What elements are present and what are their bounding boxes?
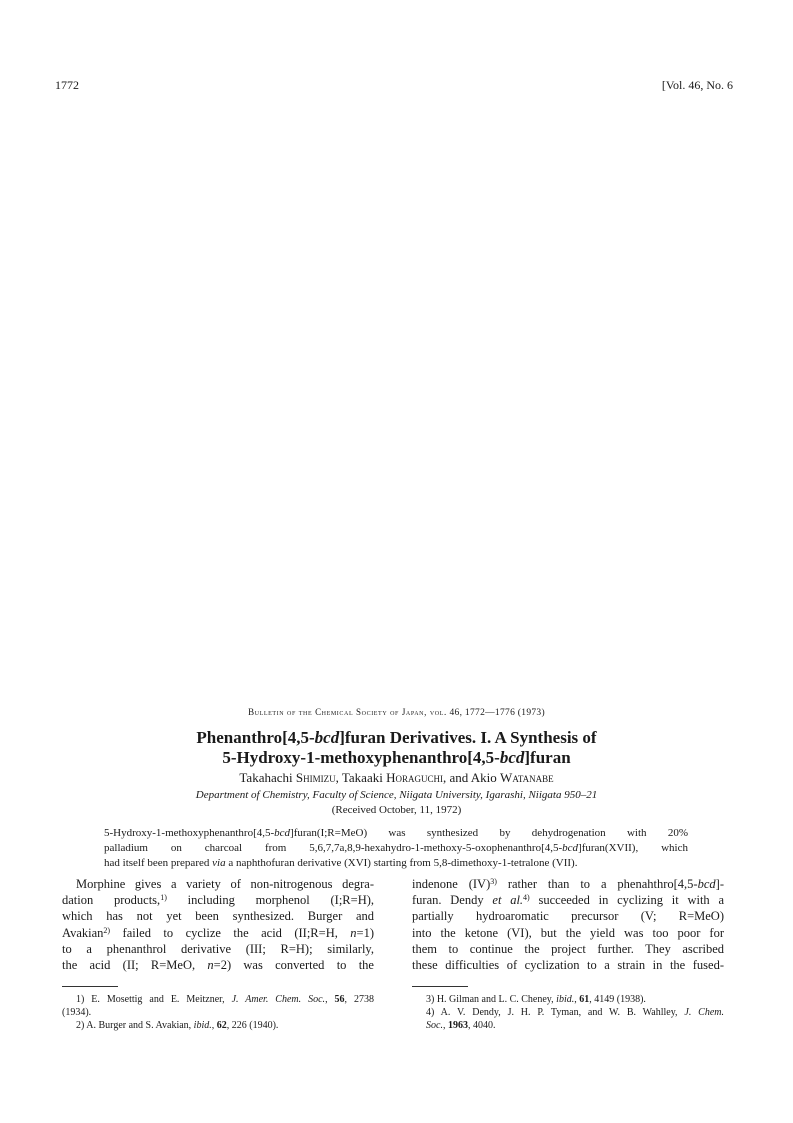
body-line: Morphine gives a variety of non-nitrogenous degra- (76, 877, 374, 891)
body-line: to a phenanthrol derivative (III; R=H); similarly, (62, 941, 374, 956)
abstract-line: palladium on charcoal from 5,6,7,7a,8,9-hexahydro-1-methoxy-5-oxophenanthro[4,5-bcd]furan(XVII), which (104, 842, 688, 854)
body-line: partially hydroaromatic precursor (V; R=MeO) (412, 909, 724, 924)
article-title (0, 728, 793, 768)
abstract (104, 826, 688, 871)
author-2-surname: Horaguchi (386, 770, 443, 785)
footnote-rule-left (62, 986, 118, 987)
author-3-surname: Watanabe (500, 770, 554, 785)
body-line: them to continue the project further. They ascribed (412, 941, 724, 956)
body-line: which has not yet been synthesized. Burger and (62, 909, 374, 924)
body-line: into the ketone (VI), but the yield was too poor for (412, 925, 724, 940)
body-line: furan. Dendy et al.$^{4)}$ succeeded in cyclizing it with a (412, 893, 725, 908)
body-column-left (62, 876, 374, 973)
body-line: the acid (II; R=MeO, n=2) was converted to the (62, 958, 374, 973)
title-line-1: Phenanthro[4,5-bcd]furan Derivatives. I. A Synthesis of (196, 728, 597, 747)
citation-ref: 1) (160, 893, 167, 903)
page-number: 1772 (55, 78, 79, 92)
footnote-4-continued: Soc., 1963, 4040. (426, 1020, 496, 1031)
abstract-line: had itself been prepared via a naphthofuran derivative (XVI) starting from 5,8-dimethoxy-1-tetralone (VII). (104, 857, 578, 869)
journal-volume-pages: 46, 1772—1776 (1973) (449, 708, 545, 718)
body-line: indenone (IV)$^{3)}$ rather than to a phenahthro[4,5-bcd]- (412, 877, 724, 891)
footnotes-left (62, 993, 374, 1032)
body-line: Avakian$^{2)}$ failed to cyclize the acid (II;R=H, n=1) (62, 925, 374, 940)
body-line: dation products,$^{1)}$ including morphenol (I;R=H), (62, 893, 375, 908)
footnote-1-continued: (1934). (62, 1007, 92, 1018)
body-line: these difficulties of cyclization to a strain in the fused- (412, 958, 724, 973)
author-list: Takahachi Shimizu, Takaaki Horaguchi, and Akio Watanabe (239, 770, 554, 785)
citation-ref: 2) (103, 925, 111, 935)
footnotes-right (412, 993, 724, 1032)
footnote-rule-right (412, 986, 468, 987)
footnote-4: 4) A. V. Dendy, J. H. P. Tyman, and W. B. Wahlley, J. Chem. (426, 1007, 724, 1018)
author-1-surname: Shimizu (295, 770, 336, 785)
received-date: (Received October, 11, 1972) (331, 804, 462, 816)
affiliation: Department of Chemistry, Faculty of Science, Niigata University, Igarashi, Niigata 950–21 (195, 789, 598, 801)
footnote-1: 1) E. Mosettig and E. Meitzner, J. Amer. Chem. Soc., 56, 2738 (76, 994, 375, 1005)
journal-name: Bulletin of the Chemical Society of Japan, vol. (248, 707, 447, 717)
body-column-right (412, 876, 724, 973)
footnote-2: 2) A. Burger and S. Avakian, ibid., 62, 226 (1940). (76, 1020, 279, 1031)
journal-citation (0, 707, 793, 718)
footnote-3: 3) H. Gilman and L. C. Cheney, ibid., 61, 4149 (1938). (426, 994, 646, 1005)
volume-info: [Vol. 46, No. 6 (661, 78, 733, 92)
citation-ref: 3) (490, 877, 497, 886)
abstract-line: 5-Hydroxy-1-methoxyphenanthro[4,5-bcd]furan(I;R=MeO) was synthesized by dehydrogenation with 20% (104, 827, 688, 839)
title-line-2: 5-Hydroxy-1-methoxyphenanthro[4,5-bcd]furan (222, 748, 571, 767)
citation-ref: 4) (523, 893, 530, 903)
